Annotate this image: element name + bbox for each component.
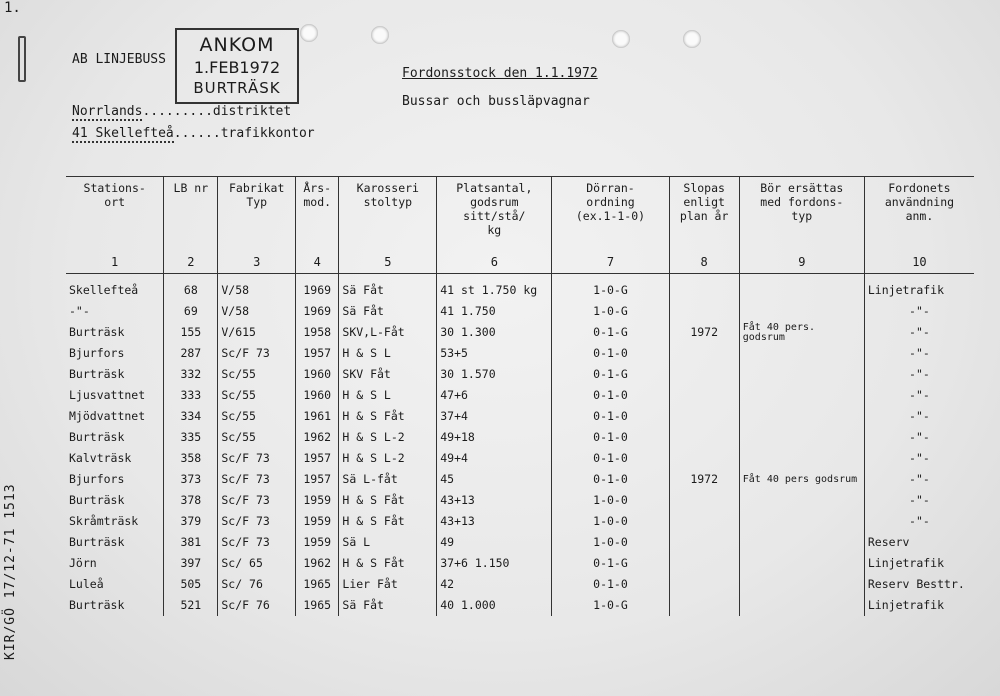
cell-capacity: 43+13 [437,490,552,511]
column-number: 8 [669,251,739,274]
cell-year: 1958 [296,322,339,343]
cell-usage: -"- [864,469,974,490]
cell-scrap-year [669,574,739,595]
table-row [66,574,974,595]
column-number: 7 [552,251,669,274]
cell-replacement [739,427,864,448]
cell-scrap-year [669,301,739,322]
cell-body: H & S L [339,385,437,406]
table-row [66,301,974,322]
cell-usage: -"- [864,301,974,322]
cell-scrap-year [669,595,739,616]
table-row [66,406,974,427]
cell-doors: 1-0-G [552,301,669,322]
cell-usage: Linjetrafik [864,595,974,616]
cell-scrap-year [669,364,739,385]
page-number: 1. [4,0,21,16]
column-header-9: Bör ersättas med fordons- typ [739,177,864,252]
table-row [66,385,974,406]
column-header-10: Fordonets användning anm. [864,177,974,252]
cell-year: 1957 [296,448,339,469]
cell-capacity: 53+5 [437,343,552,364]
cell-lb-nr: 358 [164,448,218,469]
cell-doors: 1-0-0 [552,511,669,532]
cell-replacement [739,490,864,511]
cell-doors: 0-1-0 [552,406,669,427]
cell-station: Skellefteå [69,283,139,297]
cell-model: Sc/55 [218,364,296,385]
cell-scrap-year: 1972 [669,322,739,343]
cell-body: Lier Fåt [339,574,437,595]
cell-year: 1962 [296,553,339,574]
cell-year: 1969 [296,280,339,301]
cell-doors: 1-0-0 [552,490,669,511]
cell-model: Sc/F 73 [218,511,296,532]
cell-lb-nr: 68 [164,280,218,301]
cell-scrap-year [669,343,739,364]
cell-replacement [739,280,864,301]
cell-body: H & S Fåt [339,511,437,532]
cell-replacement [739,511,864,532]
column-header-1: Stations- ort [66,177,164,252]
cell-model: V/58 [218,280,296,301]
district-label: distriktet [212,104,292,119]
cell-station: Kalvträsk [69,451,132,465]
column-header-6: Platsantal, godsrum sitt/stå/ kg [437,177,552,252]
district-line [72,104,291,121]
cell-scrap-year [669,448,739,469]
cell-station: Bjurfors [69,346,125,360]
cell-model: V/615 [218,322,296,343]
cell-usage: -"- [864,427,974,448]
cell-station: Burträsk [69,367,125,381]
table-row [66,532,974,553]
cell-lb-nr: 521 [164,595,218,616]
column-number-row [66,251,974,274]
cell-replacement [739,364,864,385]
column-header-5: Karosseri stoltyp [339,177,437,252]
table-row [66,343,974,364]
table-row [66,322,974,343]
cell-year: 1957 [296,343,339,364]
office-name: 41 Skellefteå [72,126,174,141]
cell-replacement [739,448,864,469]
cell-model: Sc/F 73 [218,469,296,490]
table-row [66,469,974,490]
cell-year: 1969 [296,301,339,322]
cell-body: H & S L-2 [339,448,437,469]
cell-scrap-year [669,511,739,532]
cell-usage: -"- [864,343,974,364]
cell-lb-nr: 379 [164,511,218,532]
cell-model: Sc/55 [218,385,296,406]
cell-doors: 0-1-G [552,322,669,343]
table-row [66,595,974,616]
cell-usage: Linjetrafik [864,553,974,574]
punch-hole [300,24,318,42]
column-header-7: Dörran- ordning (ex.1-1-0) [552,177,669,252]
cell-doors: 0-1-0 [552,385,669,406]
document-subtitle: Bussar och bussläpvagnar [402,94,590,109]
cell-usage: Reserv [864,532,974,553]
cell-body: Sä Fåt [339,280,437,301]
cell-year: 1957 [296,469,339,490]
table-header-row [66,177,974,252]
cell-scrap-year: 1972 [669,469,739,490]
company-name: AB LINJEBUSS [72,52,166,67]
cell-model: Sc/55 [218,427,296,448]
cell-model: Sc/F 76 [218,595,296,616]
table-row [66,280,974,301]
cell-lb-nr: 378 [164,490,218,511]
cell-body: Sä Fåt [339,301,437,322]
cell-capacity: 45 [437,469,552,490]
cell-doors: 0-1-0 [552,448,669,469]
office-dots: ...... [173,126,221,141]
stamp-place: BURTRÄSK [193,79,281,97]
cell-body: H & S L-2 [339,427,437,448]
cell-scrap-year [669,532,739,553]
cell-lb-nr: 333 [164,385,218,406]
cell-model: Sc/F 73 [218,532,296,553]
cell-capacity: 30 1.570 [437,364,552,385]
binder-mark [18,36,26,82]
column-number: 4 [296,251,339,274]
table-row [66,364,974,385]
cell-lb-nr: 155 [164,322,218,343]
office-line [72,126,315,143]
cell-body: H & S Fåt [339,490,437,511]
cell-usage: -"- [864,448,974,469]
cell-year: 1959 [296,532,339,553]
cell-replacement [739,343,864,364]
cell-station: Bjurfors [69,472,125,486]
cell-station: Burträsk [69,493,125,507]
cell-lb-nr: 335 [164,427,218,448]
cell-station: Burträsk [69,535,125,549]
cell-model: Sc/F 73 [218,448,296,469]
cell-replacement [739,574,864,595]
table-row [66,427,974,448]
cell-capacity: 37+6 1.150 [437,553,552,574]
cell-station: Burträsk [69,325,125,339]
cell-usage: -"- [864,511,974,532]
cell-usage: -"- [864,364,974,385]
cell-body: Sä Fåt [339,595,437,616]
cell-lb-nr: 381 [164,532,218,553]
cell-station: Luleå [69,577,104,591]
cell-station: Jörn [69,556,97,570]
cell-capacity: 30 1.300 [437,322,552,343]
cell-capacity: 49+4 [437,448,552,469]
cell-replacement [739,532,864,553]
cell-replacement [739,595,864,616]
column-header-4: Års- mod. [296,177,339,252]
cell-doors: 0-1-0 [552,469,669,490]
cell-station: Burträsk [69,430,125,444]
document-title: Fordonsstock den 1.1.1972 [402,66,598,81]
cell-station: Ljusvattnet [69,388,146,402]
cell-station: Skråmträsk [69,514,139,528]
cell-lb-nr: 287 [164,343,218,364]
cell-doors: 1-0-G [552,280,669,301]
cell-lb-nr: 505 [164,574,218,595]
arrival-stamp [175,28,299,104]
cell-lb-nr: 334 [164,406,218,427]
district-dots: ......... [142,104,213,119]
cell-doors: 0-1-0 [552,427,669,448]
cell-doors: 0-1-G [552,553,669,574]
cell-lb-nr: 373 [164,469,218,490]
cell-scrap-year [669,553,739,574]
column-number: 10 [864,251,974,274]
stamp-date: 1.FEB1972 [193,58,281,77]
column-number: 5 [339,251,437,274]
cell-usage: -"- [864,385,974,406]
column-header-8: Slopas enligt plan år [669,177,739,252]
cell-body: SKV Fåt [339,364,437,385]
cell-replacement [739,385,864,406]
cell-lb-nr: 397 [164,553,218,574]
cell-model: Sc/55 [218,406,296,427]
punch-hole [612,30,630,48]
vehicle-table [66,176,974,616]
cell-replacement [739,406,864,427]
cell-body: H & S L [339,343,437,364]
cell-year: 1959 [296,490,339,511]
cell-doors: 0-1-G [552,364,669,385]
cell-capacity: 37+4 [437,406,552,427]
cell-capacity: 41 st 1.750 kg [437,280,552,301]
cell-usage: -"- [864,322,974,343]
cell-body: H & S Fåt [339,406,437,427]
cell-model: Sc/ 76 [218,574,296,595]
cell-model: Sc/ 65 [218,553,296,574]
cell-year: 1960 [296,364,339,385]
cell-station: Mjödvattnet [69,409,146,423]
cell-year: 1965 [296,595,339,616]
cell-capacity: 49+18 [437,427,552,448]
cell-scrap-year [669,385,739,406]
cell-body: SKV,L-Fåt [339,322,437,343]
column-header-3: Fabrikat Typ [218,177,296,252]
cell-usage: -"- [864,406,974,427]
cell-station: -"- [69,304,90,318]
cell-model: Sc/F 73 [218,490,296,511]
cell-model: Sc/F 73 [218,343,296,364]
cell-year: 1959 [296,511,339,532]
cell-doors: 1-0-0 [552,532,669,553]
column-number: 6 [437,251,552,274]
district-name: Norrlands [72,104,143,119]
cell-replacement [739,553,864,574]
cell-capacity: 49 [437,532,552,553]
table-row [66,553,974,574]
cell-station: Burträsk [69,598,125,612]
cell-capacity: 41 1.750 [437,301,552,322]
punch-hole [683,30,701,48]
cell-year: 1961 [296,406,339,427]
column-number: 2 [164,251,218,274]
column-header-2: LB nr [164,177,218,252]
column-number: 1 [66,251,164,274]
cell-replacement: Fåt 40 pers. godsrum [739,322,864,343]
cell-lb-nr: 69 [164,301,218,322]
cell-capacity: 43+13 [437,511,552,532]
cell-usage: Reserv Besttr. [864,574,974,595]
cell-year: 1960 [296,385,339,406]
column-number: 3 [218,251,296,274]
table-row [66,511,974,532]
cell-model: V/58 [218,301,296,322]
cell-capacity: 47+6 [437,385,552,406]
cell-scrap-year [669,427,739,448]
cell-scrap-year [669,280,739,301]
stamp-title: ANKOM [199,34,275,56]
table-body [66,251,974,616]
cell-scrap-year [669,406,739,427]
cell-body: Sä L [339,532,437,553]
side-reference: KIR/GÖ 17/12-71 1513 [3,483,18,660]
cell-year: 1965 [296,574,339,595]
column-number: 9 [739,251,864,274]
punch-hole [371,26,389,44]
cell-lb-nr: 332 [164,364,218,385]
table-row [66,448,974,469]
cell-body: Sä L-fåt [339,469,437,490]
cell-replacement: Fåt 40 pers godsrum [739,469,864,490]
cell-doors: 0-1-0 [552,343,669,364]
cell-scrap-year [669,490,739,511]
cell-usage: Linjetrafik [864,280,974,301]
cell-usage: -"- [864,490,974,511]
cell-body: H & S Fåt [339,553,437,574]
cell-capacity: 40 1.000 [437,595,552,616]
cell-year: 1962 [296,427,339,448]
cell-replacement [739,301,864,322]
office-label: trafikkontor [220,126,315,141]
table-row [66,490,974,511]
cell-capacity: 42 [437,574,552,595]
cell-doors: 1-0-G [552,595,669,616]
cell-doors: 0-1-0 [552,574,669,595]
